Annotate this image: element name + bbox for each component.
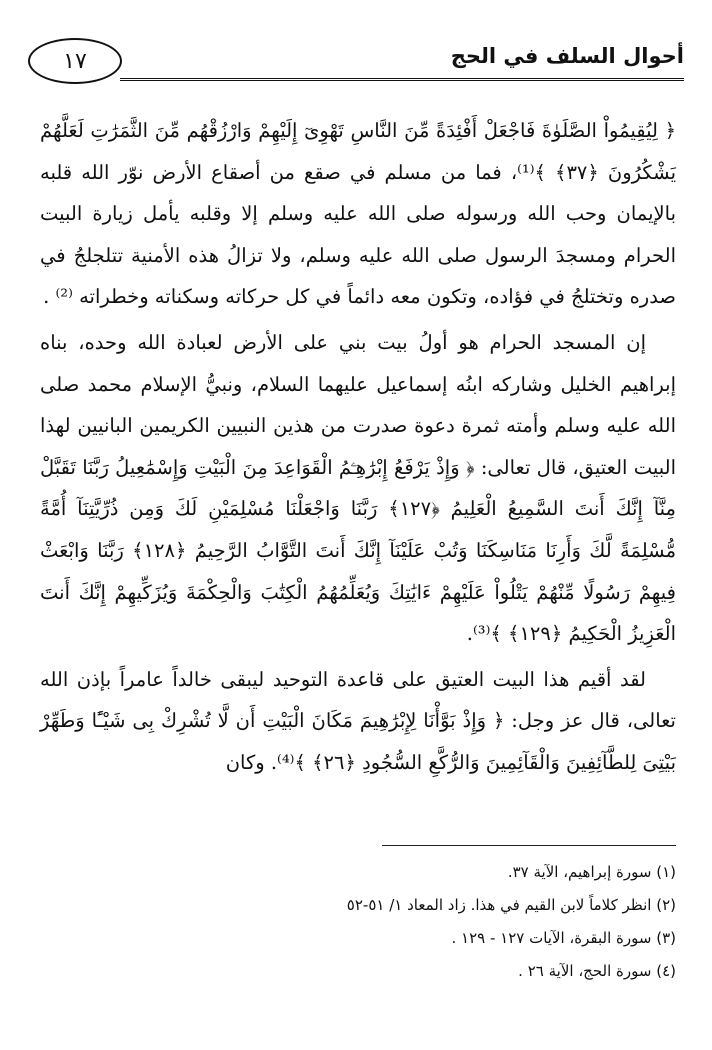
- paragraph-3: لقد أقيم هذا البيت العتيق على قاعدة التوحيد ليبقى خالداً عامراً بإذن الله تعالى، قال عز وجل: ﴿ وَإِذْ بَوَّأْنَا لِإِبْرَٰهِيمَ مَكَانَ الْبَيْتِ أَن لَّا تُشْرِكْ بِى شَيْـًٔا وَطَهِّرْ بَيْتِىَ لِلطَّآئِفِينَ وَالْقَآئِمِينَ وَالرُّكَّعِ السُّجُودِ ﴿٢٦﴾ ﴾⁽⁴⁾. وكان: [40, 667, 676, 774]
- footnote-3: (٣) سورة البقرة، الآيات ١٢٧ - ١٢٩ .: [451, 929, 676, 947]
- footnote-2: (٢) انظر كلاماً لابن القيم في هذا. زاد المعاد ١/ ٥١-٥٢: [346, 896, 676, 914]
- footnote-separator: [382, 845, 676, 846]
- main-text: [40, 110, 676, 784]
- page-number-badge: [28, 38, 122, 84]
- page-number: ١٧: [63, 48, 87, 74]
- footnote-4: (٤) سورة الحج، الآية ٢٦ .: [518, 962, 676, 980]
- header-rule: [120, 78, 684, 81]
- footnotes: [40, 856, 676, 988]
- page-header: [28, 38, 684, 90]
- paragraph-2: إن المسجد الحرام هو أولُ بيت بني على الأرض لعبادة الله وحده، بناه إبراهيم الخليل وشاركه ابنُه إسماعيل عليهما السلام، ونبيُّ الإسلام محمد صلى الله عليه وسلم وأمته ثمرة دعوة صدرت من هذين النبيين الكريمين البانيين لهذا البيت العتيق، قال تعالى: ﴿ وَإِذْ يَرْفَعُ إِبْرَٰهِـۧمُ الْقَوَاعِدَ مِنَ الْبَيْتِ وَإِسْمَٰعِيلُ رَبَّنَا تَقَبَّلْ مِنَّآ إِنَّكَ أَنتَ السَّمِيعُ الْعَلِيمُ ﴿١٢٧﴾ رَبَّنَا وَاجْعَلْنَا مُسْلِمَيْنِ لَكَ وَمِن ذُرِّيَّتِنَآ أُمَّةً مُّسْلِمَةً لَّكَ وَأَرِنَا مَنَاسِكَنَا وَتُبْ عَلَيْنَآ إِنَّكَ أَنتَ التَّوَّابُ الرَّحِيمُ ﴿١٢٨﴾ رَبَّنَا وَابْعَثْ فِيهِمْ رَسُولًا مِّنْهُمْ يَتْلُواْ عَلَيْهِمْ ءَايَٰتِكَ وَيُعَلِّمُهُمُ الْكِتَٰبَ وَالْحِكْمَةَ وَيُزَكِّيهِمْ إِنَّكَ أَنتَ الْعَزِيزُ الْحَكِيمُ ﴿١٢٩﴾ ﴾⁽³⁾.: [40, 330, 677, 646]
- paragraph-1: ﴿ لِيُقِيمُواْ الصَّلَوٰةَ فَاجْعَلْ أَفْئِدَةً مِّنَ النَّاسِ تَهْوِىٓ إِلَيْهِمْ وَارْزُقْهُم مِّنَ الثَّمَرَٰتِ لَعَلَّهُمْ يَشْكُرُونَ ﴿٣٧﴾ ﴾⁽¹⁾، فما من مسلم في صقع من أصقاع الأرض نوّر الله قلبه بالإيمان وحب الله ورسوله صلى الله عليه وسلم إلا وقلبه يأمل زيارة البيت الحرام ومسجدَ الرسول صلى الله عليه وسلم، ولا تزالُ هذه الأمنية تتلجلجُ في صدره وتختلجُ في فؤاده، وتكون معه دائماً في كل حركاته وسكناته وخطراته ⁽²⁾ .: [40, 119, 676, 309]
- book-title: أحوال السلف في الحج: [450, 44, 684, 68]
- footnote-1: (١) سورة إبراهيم، الآية ٣٧.: [507, 863, 676, 881]
